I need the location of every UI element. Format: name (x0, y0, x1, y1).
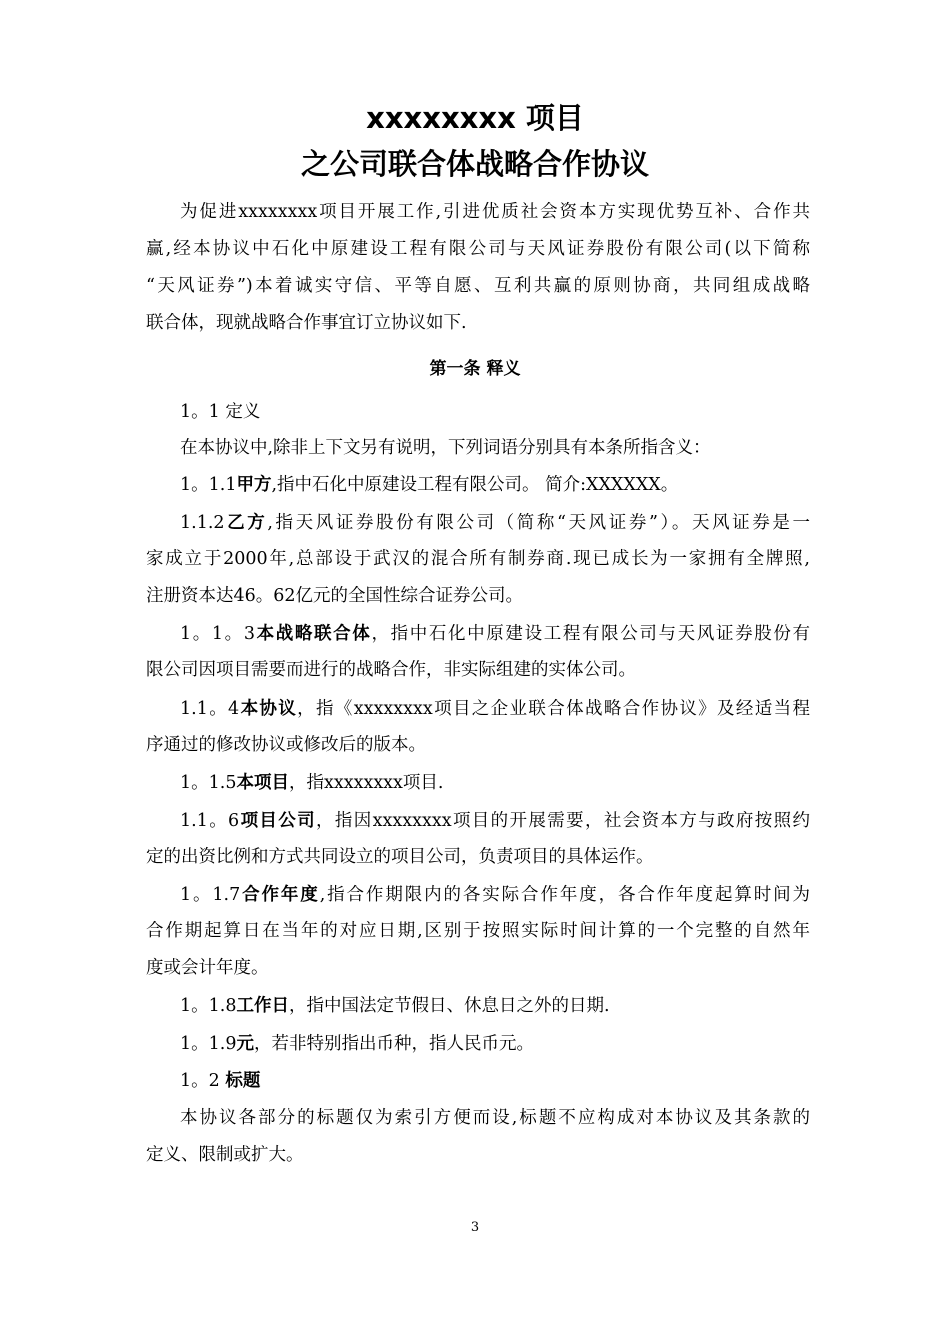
definition-text: ，若非特别指出币种，指人民币元。 (253, 1034, 534, 1054)
section-1-2-heading (180, 1070, 810, 1092)
definition-1-1-3 (180, 623, 810, 645)
section-1-1-heading: 1。1 定义 (180, 402, 261, 422)
definition-term: 工作日 (236, 996, 289, 1016)
definition-text: ,指合作期限内的各实际合作年度，各合作年度起算时间为 (319, 885, 811, 905)
definition-term: 元 (236, 1034, 254, 1054)
definition-1-1-8 (180, 995, 810, 1017)
definition-term: 合作年度 (240, 885, 320, 905)
definition-1-1-7-cont-1: 合作期起算日在当年的对应日期,区别于按照实际时间计算的一个完整的自然年 (146, 921, 810, 941)
definition-term: 本战略联合体 (254, 624, 372, 644)
definition-text: ，指xxxxxxxx项目. (288, 773, 444, 793)
definition-1-1-7 (180, 884, 810, 906)
definition-number: 1.1.2 (180, 513, 225, 533)
definition-number: 1.1。4 (180, 699, 240, 719)
definition-text: ,指天风证券股份有限公司（简称“天风证券”）。天风证券是一 (267, 513, 810, 533)
intro-line-1: 为促进xxxxxxxx项目开展工作,引进优质社会资本方实现优势互补、合作共 (180, 202, 810, 222)
definition-1-1-9 (180, 1033, 810, 1055)
definition-number: 1。1.1 (180, 475, 237, 495)
definition-1-1-7-cont-2: 度或会计年度。 (146, 958, 269, 978)
definition-1-1-2-cont-2: 注册资本达46。62亿元的全国性综合证券公司。 (146, 586, 524, 606)
section-1-2-text-2: 定义、限制或扩大。 (146, 1145, 304, 1165)
section-1-2-text-1: 本协议各部分的标题仅为索引方便而设,标题不应构成对本协议及其条款的 (180, 1108, 810, 1128)
definition-term: 本项目 (236, 773, 289, 793)
definition-text: ，指因xxxxxxxx项目的开展需要，社会资本方与政府按照约 (316, 811, 810, 831)
definition-1-1-2 (180, 512, 810, 534)
document-title-line2: 之公司联合体战略合作协议 (300, 147, 649, 181)
definition-number: 1。1.7 (180, 885, 241, 905)
section-number: 1。2 (180, 1071, 226, 1091)
definition-1-1-6-cont-1: 定的出资比例和方式共同设立的项目公司，负责项目的具体运作。 (146, 847, 654, 867)
page-number: 3 (470, 1220, 480, 1235)
definition-1-1-4-cont-1: 序通过的修改协议或修改后的版本。 (146, 735, 426, 755)
definition-number: 1.1。6 (180, 811, 240, 831)
definition-1-1-4 (180, 698, 810, 720)
document-title-line1: xxxxxxxx 项目 (366, 101, 584, 135)
definition-1-1-6 (180, 810, 810, 832)
definition-number: 1。1。3 (180, 624, 255, 644)
intro-line-3: “天风证券”)本着诚实守信、平等自愿、互利共赢的原则协商，共同组成战略 (146, 276, 810, 296)
definition-number: 1。1.8 (180, 996, 237, 1016)
definition-text: ，指中石化中原建设工程有限公司与天风证券股份有 (371, 624, 811, 644)
definition-1-1-5 (180, 772, 810, 794)
definition-number: 1。1.5 (180, 773, 237, 793)
definition-1-1-1 (180, 474, 810, 496)
definition-text: ,指中石化中原建设工程有限公司。 简介:XXXXXX。 (271, 475, 679, 495)
definition-term: 本协议 (239, 699, 298, 719)
section-1-1-intro: 在本协议中,除非上下文另有说明，下列词语分别具有本条所指含义： (180, 438, 711, 458)
definition-1-1-2-cont-1: 家成立于2000年,总部设于武汉的混合所有制券商.现已成长为一家拥有全牌照, (146, 549, 810, 569)
intro-line-2: 赢,经本协议中石化中原建设工程有限公司与天风证券股份有限公司(以下简称 (146, 239, 810, 259)
definition-text: ，指中国法定节假日、休息日之外的日期. (288, 996, 610, 1016)
article-heading: 第一条 释义 (429, 359, 521, 379)
definition-term: 项目公司 (239, 811, 317, 831)
definition-text: ，指《xxxxxxxx项目之企业联合体战略合作协议》及经适当程 (297, 699, 811, 719)
definition-term: 乙方 (224, 513, 268, 533)
intro-line-4: 联合体，现就战略合作事宜订立协议如下. (146, 313, 467, 333)
definition-1-1-3-cont-1: 限公司因项目需要而进行的战略合作，非实际组建的实体公司。 (146, 660, 636, 680)
definition-number: 1。1.9 (180, 1034, 237, 1054)
definition-term: 甲方 (236, 475, 272, 495)
section-term: 标题 (225, 1071, 261, 1091)
